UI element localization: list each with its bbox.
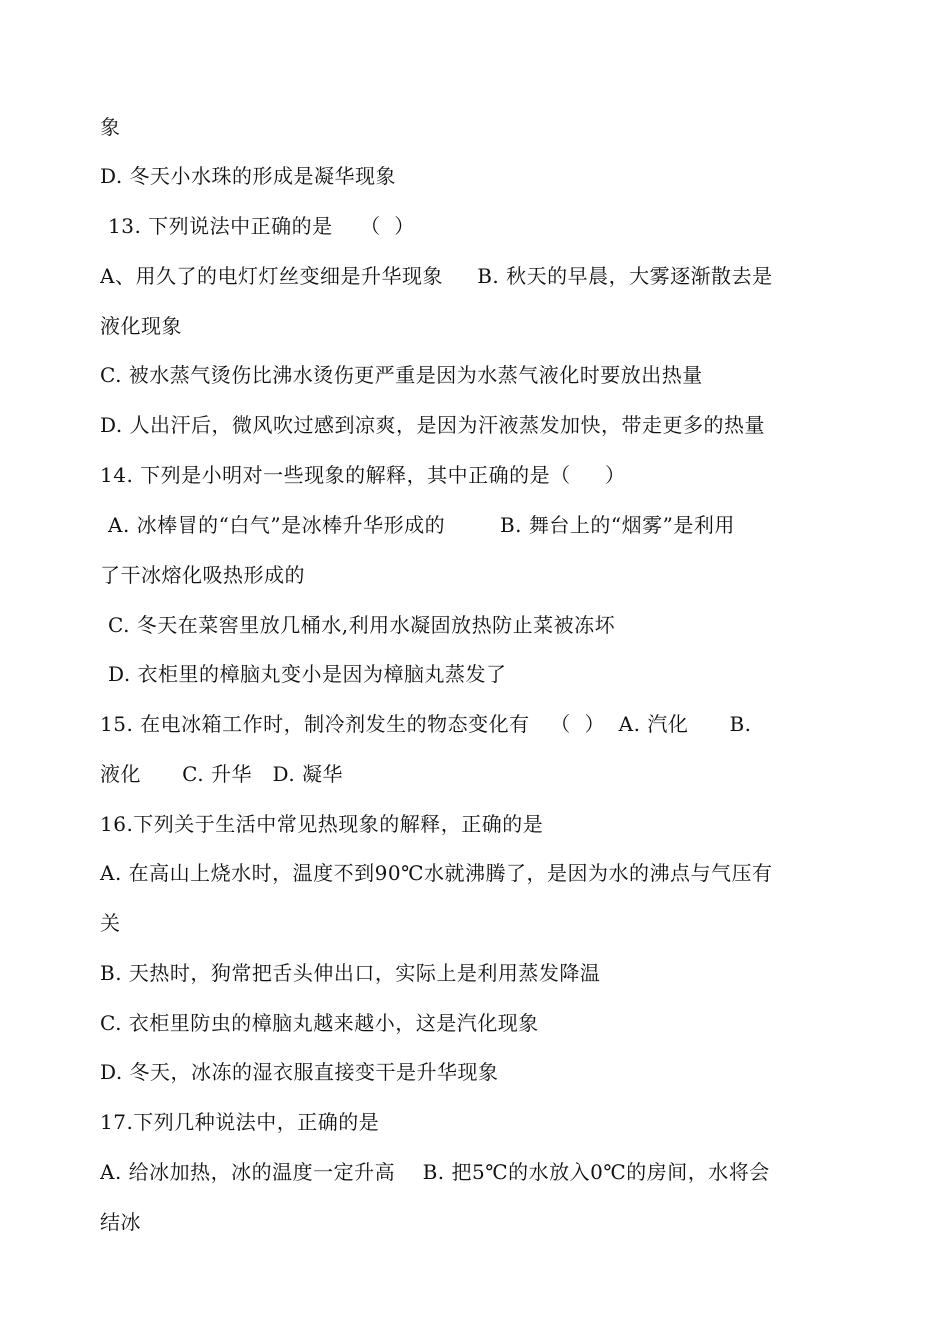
text-line: 了干冰熔化吸热形成的 [100,563,305,587]
option-d-line: D. 衣柜里的樟脑丸变小是因为樟脑丸蒸发了 [108,662,507,686]
question-15: 15. 在电冰箱工作时，制冷剂发生的物态变化有 （ ） A. 汽化 B. [100,712,752,736]
option-c-line: C. 被水蒸气烫伤比沸水烫伤更严重是因为水蒸气液化时要放出热量 [100,363,703,387]
option-d-line: D. 人出汗后，微风吹过感到凉爽，是因为汗液蒸发加快，带走更多的热量 [100,413,766,437]
option-a-b-line: A. 冰棒冒的“白气”是冰棒升华形成的 B. 舞台上的“烟雾”是利用 [108,513,735,537]
option-c-line: C. 衣柜里防虫的樟脑丸越来越小，这是汽化现象 [100,1011,539,1035]
text-line: 象 [100,115,121,139]
question-16: 16.下列关于生活中常见热现象的解释，正确的是 [100,812,544,836]
option-c-line: C. 冬天在菜窖里放几桶水,利用水凝固放热防止菜被冻坏 [108,613,616,637]
option-a-b-line: A、用久了的电灯灯丝变细是升华现象 B. 秋天的早晨，大雾逐渐散去是 [100,264,773,288]
option-b-line: B. 天热时，狗常把舌头伸出口，实际上是利用蒸发降温 [100,961,601,985]
question-14: 14. 下列是小明对一些现象的解释，其中正确的是（ ） [100,463,626,487]
option-d-line: D. 冬天小水珠的形成是凝华现象 [100,164,397,188]
text-line: 关 [100,911,121,935]
text-line: 结冰 [100,1210,141,1234]
options-line: 液化 C. 升华 D. 凝华 [100,762,344,786]
option-a-line: A. 在高山上烧水时，温度不到90℃水就沸腾了，是因为水的沸点与气压有 [100,861,773,885]
option-d-line: D. 冬天，冰冻的湿衣服直接变干是升华现象 [100,1060,499,1084]
option-a-b-line: A. 给冰加热，冰的温度一定升高 B. 把5℃的水放入0℃的房间，水将会 [100,1160,770,1184]
question-13: 13. 下列说法中正确的是 （ ） [108,214,415,238]
text-line: 液化现象 [100,314,182,338]
question-17: 17.下列几种说法中，正确的是 [100,1110,380,1134]
